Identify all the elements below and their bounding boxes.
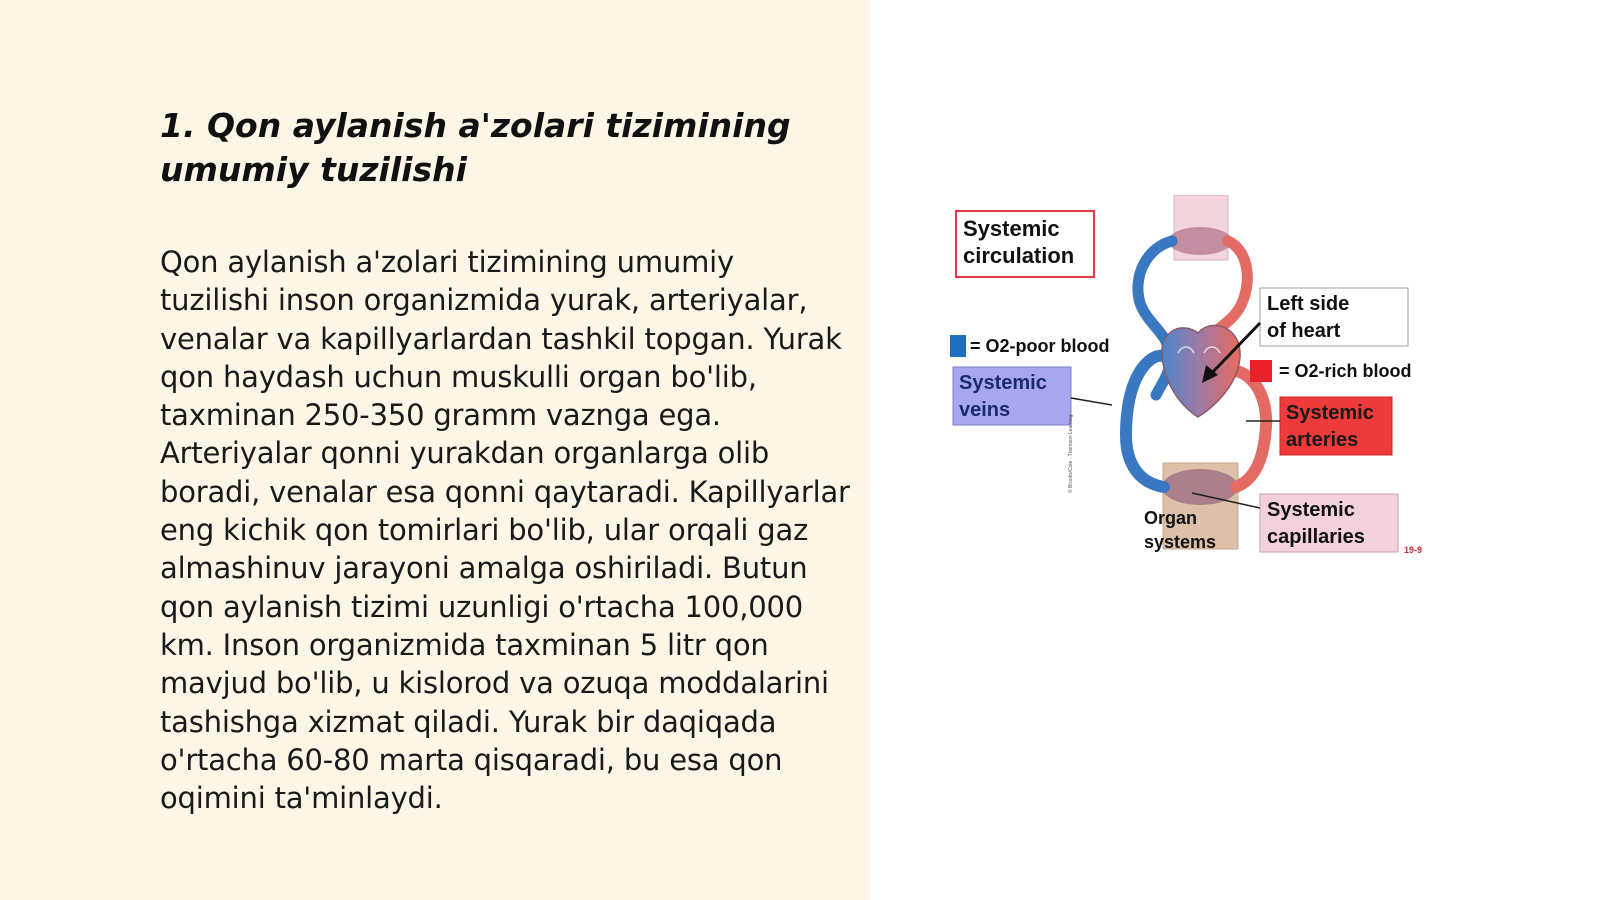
systemic-circulation-label: Systemic circulation [963,216,1075,268]
o2-rich-legend: = O2-rich blood [1279,361,1412,381]
slide-title: 1. Qon aylanish a'zolari tizimining umumiy tuzilishi [160,106,791,189]
slide-body-text: Qon aylanish a'zolari tizimining umumiy tuzilishi inson organizmida yurak, arteriyalar, venalar va kapillyarlardan tashkil topgan. Yurak qon haydash uchun muskulli organ bo'lib, taxminan 250-350 gramm vaznga ega. Arteriyalar qonni yurakdan organlarga olib boradi, venalar esa qonni qaytaradi. Kapillyarlar eng kichik qon tomirlari bo'lib, ular orqali gaz almashinuv jarayoni amalga oshiriladi. Butun qon aylanish tizimi uzunligi o'rtacha 100,000 km. Inson organizmida taxminan 5 litr qon mavjud bo'lib, u kislorod va ozuqa moddalarini tashishga xizmat qiladi. Yurak bir daqiqada o'rtacha 60-80 marta qisqaradi, bu esa qon oqimini ta'minlaydi. [160,245,850,816]
heart-shape [1162,325,1240,417]
copyright-credit: © Brooks/Cole - Thomson Learning [1068,414,1074,493]
systemic-capillaries-label: Systemic capillaries [1267,499,1365,548]
o2-rich-swatch [1250,360,1272,382]
figure-number: 19-9 [1404,545,1423,555]
veins-leader-line [1071,398,1112,405]
left-side-heart-label: Left side of heart [1267,293,1350,342]
o2-poor-legend: = O2-poor blood [970,336,1110,356]
o2-poor-swatch [950,335,966,357]
organ-systems-label: Organ systems [1144,508,1217,552]
systemic-arteries-label: Systemic arteries [1286,402,1374,451]
lower-capillary-network [1162,469,1238,505]
upper-capillary-network [1168,227,1232,255]
systemic-veins-label: Systemic veins [959,372,1047,421]
circulation-diagram [950,195,1450,570]
